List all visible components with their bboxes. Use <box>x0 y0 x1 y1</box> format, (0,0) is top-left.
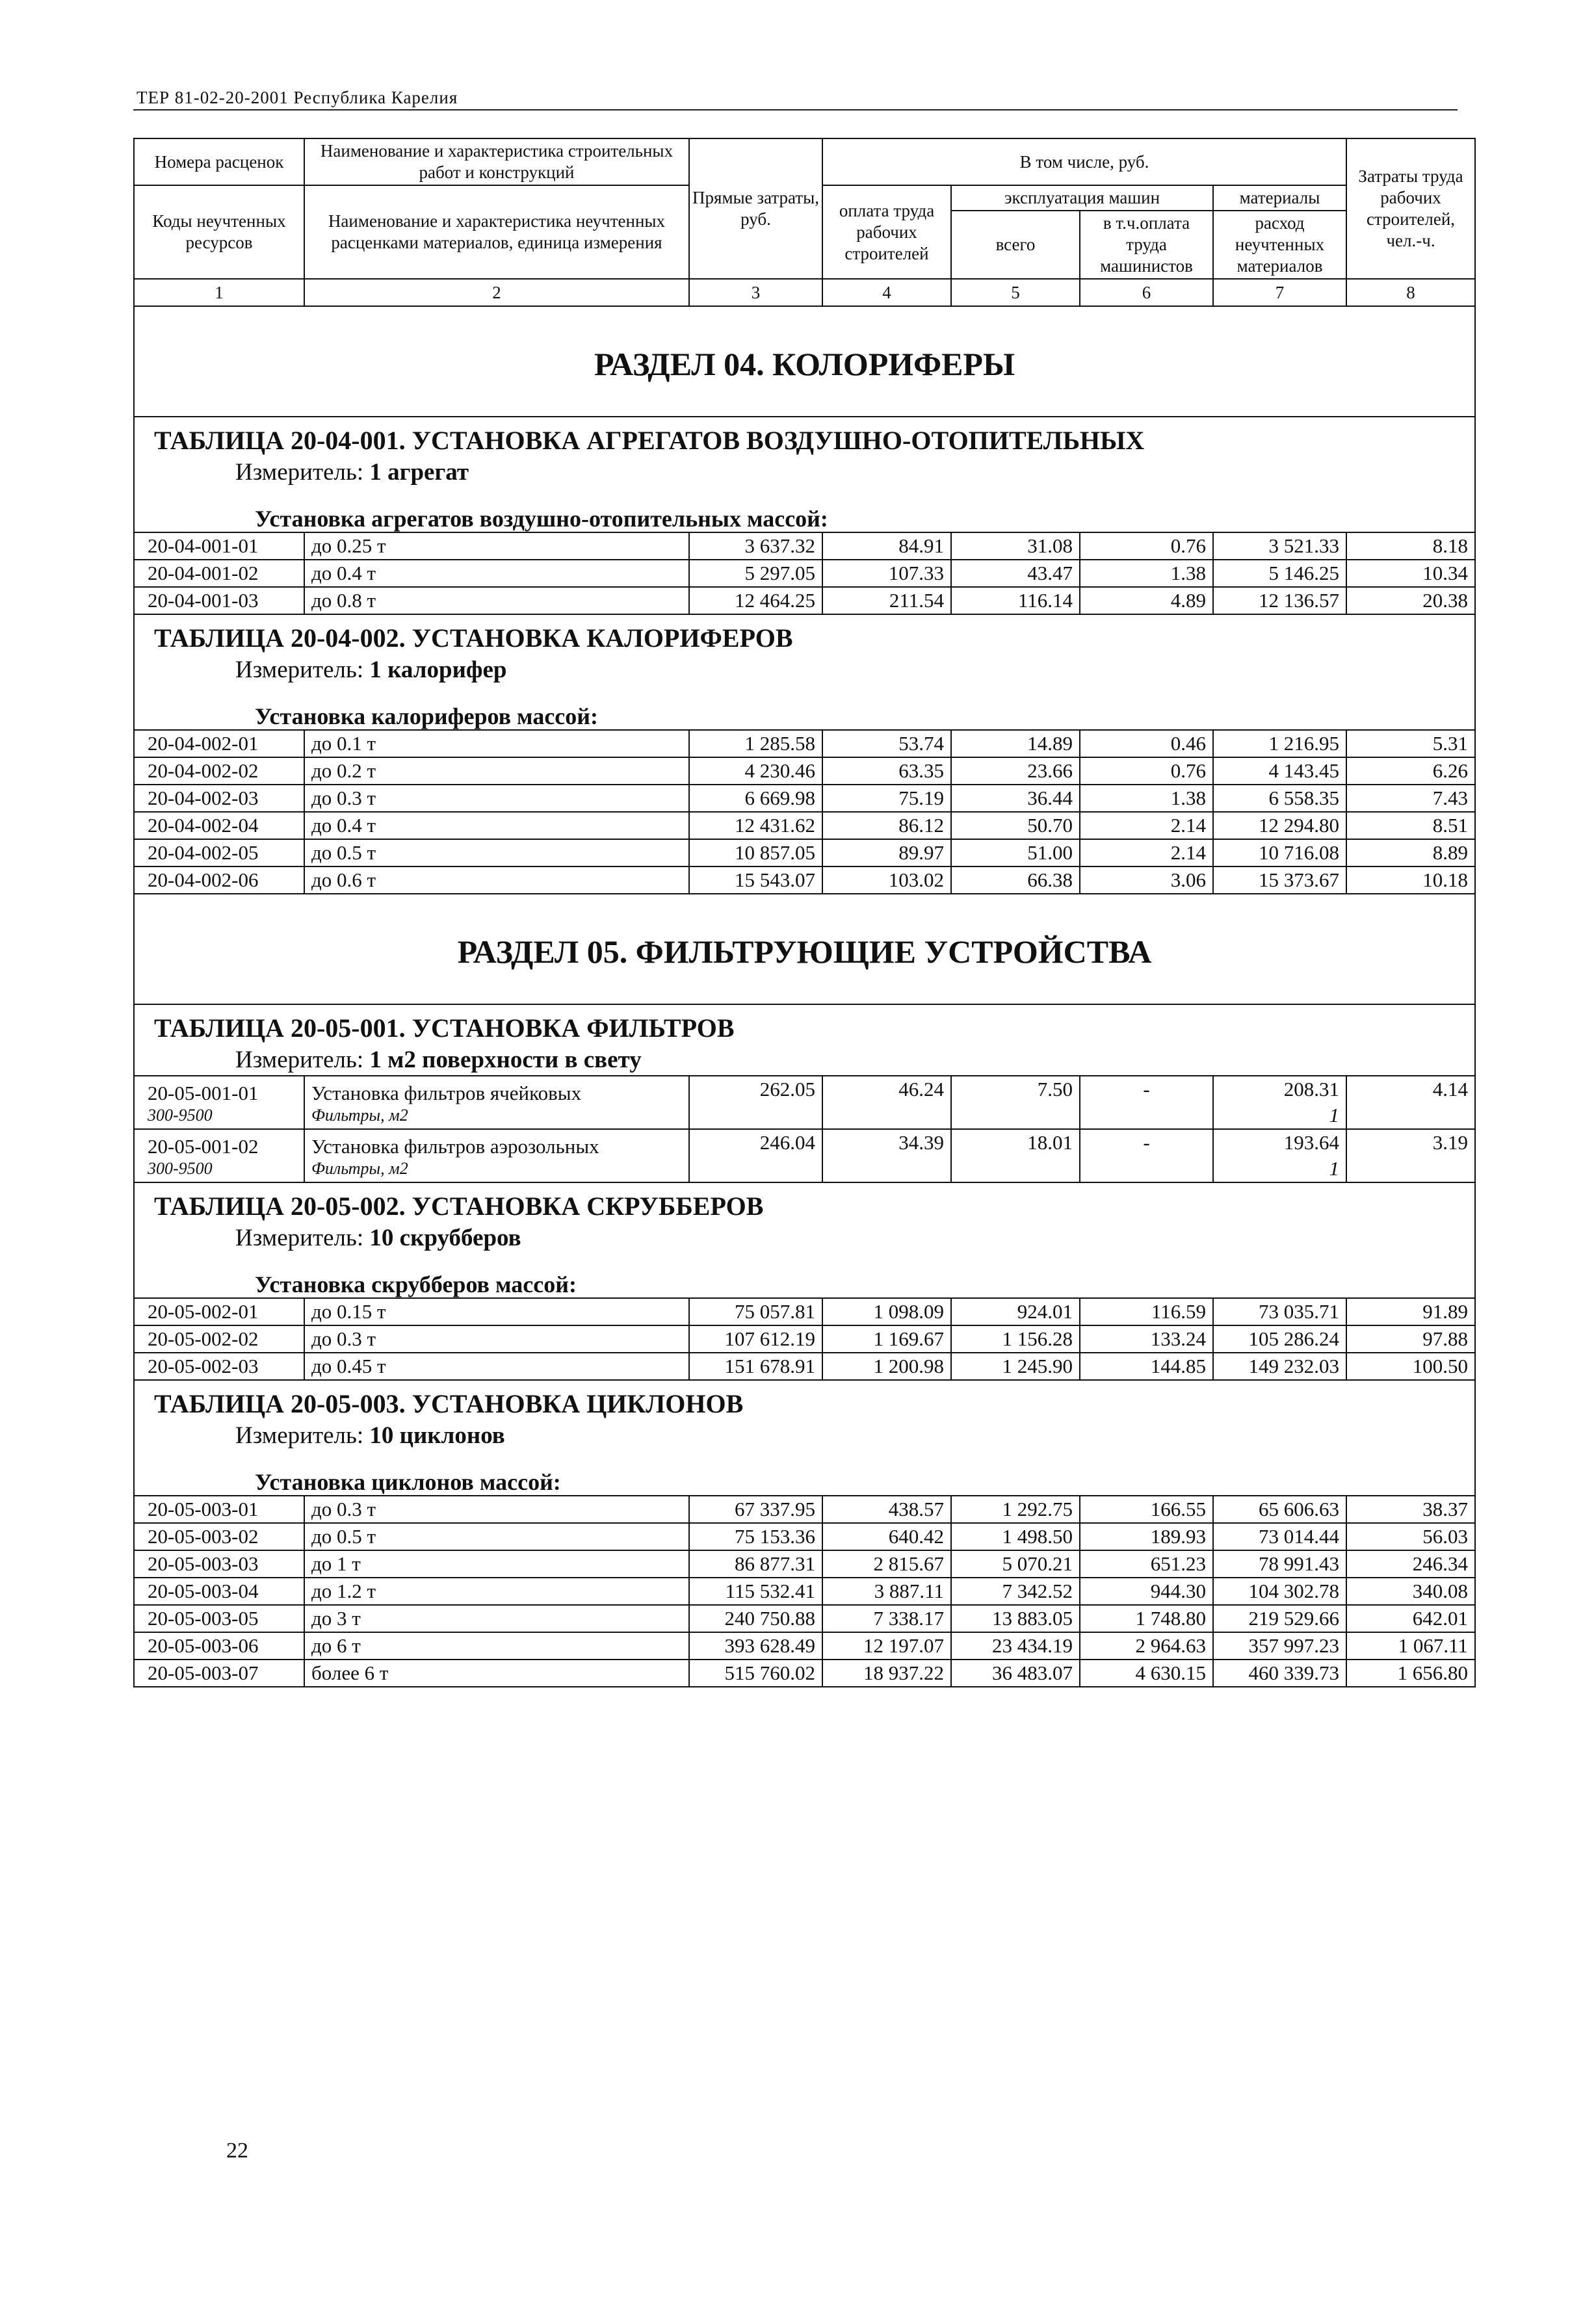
cell-materials: 105 286.24 <box>1213 1325 1346 1353</box>
cell-wages: 84.91 <box>822 532 951 560</box>
materials-qty: 1 <box>1329 1157 1340 1180</box>
cell-machines-total: 18.01 <box>951 1129 1080 1182</box>
table-block <box>134 1004 1475 1076</box>
name-text: Установка фильтров аэрозольных <box>311 1135 599 1158</box>
cell-labor-hours: 56.03 <box>1346 1523 1475 1550</box>
cell-name: до 0.3 т <box>304 1325 689 1353</box>
cell-materials: 73 035.71 <box>1213 1298 1346 1325</box>
col-number: 2 <box>304 279 689 306</box>
cell-code: 20-04-002-05 <box>134 839 304 866</box>
cell-labor-hours: 6.26 <box>1346 757 1475 785</box>
cell-code: 20-05-003-04 <box>134 1578 304 1605</box>
table-row <box>134 785 1475 812</box>
cell-labor-hours: 340.08 <box>1346 1578 1475 1605</box>
cell-machinist-wages: 2.14 <box>1080 812 1213 839</box>
cell-name: до 0.1 т <box>304 730 689 757</box>
cell-machinist-wages: 651.23 <box>1080 1550 1213 1578</box>
cell-labor-hours: 246.34 <box>1346 1550 1475 1578</box>
page-number: 22 <box>226 2139 248 2163</box>
col-number: 1 <box>134 279 304 306</box>
cell-name: до 6 т <box>304 1632 689 1660</box>
cell-labor-hours: 1 656.80 <box>1346 1660 1475 1687</box>
cell-name: до 0.8 т <box>304 587 689 614</box>
cell-labor-hours: 4.14 <box>1346 1076 1475 1129</box>
cell-machines-total: 36.44 <box>951 785 1080 812</box>
cell-labor-hours: 97.88 <box>1346 1325 1475 1353</box>
group-title: Установка агрегатов воздушно-отопительных массой: <box>255 506 828 532</box>
table-row <box>134 866 1475 894</box>
cell-wages: 12 197.07 <box>822 1632 951 1660</box>
cell-machines-total: 23.66 <box>951 757 1080 785</box>
cell-code: 20-05-003-07 <box>134 1660 304 1687</box>
cell-code: 20-05-002-01 <box>134 1298 304 1325</box>
table-title: ТАБЛИЦА 20-05-003. УСТАНОВКА ЦИКЛОНОВ <box>154 1389 744 1418</box>
table-row <box>134 839 1475 866</box>
cell-name: до 0.4 т <box>304 812 689 839</box>
measure-value: 1 м2 поверхности в свету <box>369 1047 642 1073</box>
materials-header: материалы <box>1213 185 1346 211</box>
cell-name: до 0.45 т <box>304 1353 689 1380</box>
table-title: ТАБЛИЦА 20-05-001. УСТАНОВКА ФИЛЬТРОВ <box>154 1013 735 1043</box>
cell-labor-hours: 38.37 <box>1346 1496 1475 1523</box>
cell-machines-total: 50.70 <box>951 812 1080 839</box>
col7-header: расход неучтенных материалов <box>1213 211 1346 279</box>
cell-code <box>134 1076 304 1129</box>
cell-direct-cost: 3 637.32 <box>689 532 822 560</box>
cell-code: 20-04-002-06 <box>134 866 304 894</box>
cell-name: до 0.6 т <box>304 866 689 894</box>
table-row <box>134 1129 1475 1182</box>
cell-direct-cost: 393 628.49 <box>689 1632 822 1660</box>
cell-direct-cost: 67 337.95 <box>689 1496 822 1523</box>
measure-label: Измеритель: <box>235 1422 364 1449</box>
code-text: 20-05-001-02 <box>148 1135 259 1158</box>
cell-direct-cost: 5 297.05 <box>689 560 822 587</box>
table-row <box>134 1550 1475 1578</box>
cell-machinist-wages: 2.14 <box>1080 839 1213 866</box>
table-header-row <box>134 614 1475 730</box>
cell-labor-hours: 3.19 <box>1346 1129 1475 1182</box>
cell-machines-total: 14.89 <box>951 730 1080 757</box>
cell-labor-hours: 10.34 <box>1346 560 1475 587</box>
table-measure <box>135 1222 1474 1253</box>
cell-machinist-wages: - <box>1080 1129 1213 1182</box>
cell-machinist-wages: 166.55 <box>1080 1496 1213 1523</box>
cell-direct-cost: 515 760.02 <box>689 1660 822 1687</box>
col-number: 3 <box>689 279 822 306</box>
cell-materials: 65 606.63 <box>1213 1496 1346 1523</box>
cell-machinist-wages: 2 964.63 <box>1080 1632 1213 1660</box>
cell-machines-total: 36 483.07 <box>951 1660 1080 1687</box>
cell-materials: 104 302.78 <box>1213 1578 1346 1605</box>
header-row-1 <box>134 138 1475 185</box>
cell-machinist-wages: 0.46 <box>1080 730 1213 757</box>
cell-code: 20-05-003-05 <box>134 1605 304 1632</box>
table-measure <box>135 1420 1474 1451</box>
table-row <box>134 1660 1475 1687</box>
cell-machines-total: 1 156.28 <box>951 1325 1080 1353</box>
table-row <box>134 1325 1475 1353</box>
cell-labor-hours: 8.51 <box>1346 812 1475 839</box>
resource-code: 300-9500 <box>148 1106 213 1125</box>
cell-machines-total: 43.47 <box>951 560 1080 587</box>
name-text: Установка фильтров ячейковых <box>311 1082 582 1104</box>
cell-wages: 34.39 <box>822 1129 951 1182</box>
col2-top-header: Наименование и характеристика строительных работ и конструкций <box>304 138 689 185</box>
measure-label: Измеритель: <box>235 657 364 683</box>
cell-machinist-wages: 1 748.80 <box>1080 1605 1213 1632</box>
cell-machines-total: 5 070.21 <box>951 1550 1080 1578</box>
cell-direct-cost: 75 057.81 <box>689 1298 822 1325</box>
cell-wages: 2 815.67 <box>822 1550 951 1578</box>
cell-materials: 1 216.95 <box>1213 730 1346 757</box>
table-block <box>134 614 1475 730</box>
table-row <box>134 1353 1475 1380</box>
measure-value: 10 циклонов <box>369 1422 505 1449</box>
price-table <box>133 138 1476 1687</box>
cell-machines-total: 13 883.05 <box>951 1605 1080 1632</box>
table-row <box>134 532 1475 560</box>
cell-machinist-wages: 189.93 <box>1080 1523 1213 1550</box>
cell-wages: 1 169.67 <box>822 1325 951 1353</box>
cell-wages: 46.24 <box>822 1076 951 1129</box>
cell-name: до 0.3 т <box>304 1496 689 1523</box>
cell-code: 20-04-002-02 <box>134 757 304 785</box>
cell-wages: 63.35 <box>822 757 951 785</box>
cell-code: 20-04-002-01 <box>134 730 304 757</box>
cell-materials: 6 558.35 <box>1213 785 1346 812</box>
table-title: ТАБЛИЦА 20-04-001. УСТАНОВКА АГРЕГАТОВ ВОЗДУШНО-ОТОПИТЕЛЬНЫХ <box>154 426 1145 455</box>
table-row <box>134 1605 1475 1632</box>
cell-code: 20-05-003-01 <box>134 1496 304 1523</box>
table-row <box>134 1496 1475 1523</box>
cell-direct-cost: 151 678.91 <box>689 1353 822 1380</box>
cell-machinist-wages: 944.30 <box>1080 1578 1213 1605</box>
cell-wages: 211.54 <box>822 587 951 614</box>
materials-value: 208.31 <box>1283 1078 1340 1100</box>
cell-name: до 0.5 т <box>304 839 689 866</box>
group-title: Установка калориферов массой: <box>255 703 599 729</box>
materials-qty: 1 <box>1329 1104 1340 1126</box>
cell-materials: 219 529.66 <box>1213 1605 1346 1632</box>
cell-direct-cost: 115 532.41 <box>689 1578 822 1605</box>
cell-name: до 0.15 т <box>304 1298 689 1325</box>
col8-header: Затраты труда рабочих строителей, чел.-ч. <box>1346 138 1475 279</box>
cell-wages: 1 200.98 <box>822 1353 951 1380</box>
col-number: 5 <box>951 279 1080 306</box>
cell-name <box>304 1076 689 1129</box>
table-header-row <box>134 1182 1475 1298</box>
cell-code: 20-04-001-03 <box>134 587 304 614</box>
table-row <box>134 1523 1475 1550</box>
cell-labor-hours: 7.43 <box>1346 785 1475 812</box>
cell-materials: 3 521.33 <box>1213 532 1346 560</box>
table-row <box>134 730 1475 757</box>
page-header: ТЕР 81-02-20-2001 Республика Карелия <box>137 88 458 107</box>
cell-direct-cost: 15 543.07 <box>689 866 822 894</box>
cell-materials: 4 143.45 <box>1213 757 1346 785</box>
cell-name: до 3 т <box>304 1605 689 1632</box>
cell-labor-hours: 1 067.11 <box>1346 1632 1475 1660</box>
cell-machines-total: 1 245.90 <box>951 1353 1080 1380</box>
table-row <box>134 812 1475 839</box>
col-number: 6 <box>1080 279 1213 306</box>
cell-code: 20-05-002-02 <box>134 1325 304 1353</box>
cell-machinist-wages: - <box>1080 1076 1213 1129</box>
cell-wages: 7 338.17 <box>822 1605 951 1632</box>
cell-wages: 1 098.09 <box>822 1298 951 1325</box>
col6-header: в т.ч.оплата труда машинистов <box>1080 211 1213 279</box>
col1-top-header: Номера расценок <box>134 138 304 185</box>
cell-materials: 460 339.73 <box>1213 1660 1346 1687</box>
cell-code: 20-04-001-01 <box>134 532 304 560</box>
col3-header: Прямые затраты, руб. <box>689 138 822 279</box>
table-row <box>134 587 1475 614</box>
cell-machines-total: 7 342.52 <box>951 1578 1080 1605</box>
cell-wages: 640.42 <box>822 1523 951 1550</box>
col5-header: всего <box>951 211 1080 279</box>
section-row <box>134 306 1475 417</box>
table-row <box>134 757 1475 785</box>
cell-wages: 107.33 <box>822 560 951 587</box>
measure-value: 1 агрегат <box>369 459 469 486</box>
table-block <box>134 417 1475 532</box>
cell-code: 20-04-001-02 <box>134 560 304 587</box>
cell-machines-total: 51.00 <box>951 839 1080 866</box>
col1-bottom-header: Коды неучтенных ресурсов <box>134 185 304 279</box>
group-title: Установка скрубберов массой: <box>255 1271 577 1297</box>
measure-value: 10 скрубберов <box>369 1225 521 1251</box>
cell-materials: 357 997.23 <box>1213 1632 1346 1660</box>
cell-machinist-wages: 0.76 <box>1080 757 1213 785</box>
cell-materials: 149 232.03 <box>1213 1353 1346 1380</box>
col-number: 4 <box>822 279 951 306</box>
cell-machines-total: 23 434.19 <box>951 1632 1080 1660</box>
cell-name: до 0.4 т <box>304 560 689 587</box>
cell-direct-cost: 262.05 <box>689 1076 822 1129</box>
cell-direct-cost: 6 669.98 <box>689 785 822 812</box>
code-text: 20-05-001-01 <box>148 1082 259 1104</box>
group-header: В том числе, руб. <box>822 138 1346 185</box>
cell-wages: 86.12 <box>822 812 951 839</box>
cell-name: до 0.2 т <box>304 757 689 785</box>
measure-label: Измеритель: <box>235 1047 364 1073</box>
cell-materials: 10 716.08 <box>1213 839 1346 866</box>
cell-direct-cost: 4 230.46 <box>689 757 822 785</box>
cell-materials: 73 014.44 <box>1213 1523 1346 1550</box>
cell-name: более 6 т <box>304 1660 689 1687</box>
cell-machinist-wages: 144.85 <box>1080 1353 1213 1380</box>
cell-machines-total: 7.50 <box>951 1076 1080 1129</box>
cell-machines-total: 924.01 <box>951 1298 1080 1325</box>
cell-machinist-wages: 133.24 <box>1080 1325 1213 1353</box>
cell-name: до 0.25 т <box>304 532 689 560</box>
machines-header: эксплуатация машин <box>951 185 1213 211</box>
section-title: РАЗДЕЛ 05. ФИЛЬТРУЮЩИЕ УСТРОЙСТВА <box>134 894 1475 1004</box>
table-row <box>134 1076 1475 1129</box>
cell-machines-total: 31.08 <box>951 532 1080 560</box>
section-row <box>134 894 1475 1004</box>
resource-code: 300-9500 <box>148 1159 213 1178</box>
cell-labor-hours: 8.18 <box>1346 532 1475 560</box>
cell-labor-hours: 8.89 <box>1346 839 1475 866</box>
table-row <box>134 1298 1475 1325</box>
cell-wages: 18 937.22 <box>822 1660 951 1687</box>
cell-code <box>134 1129 304 1182</box>
col2-bottom-header: Наименование и характеристика неучтенных расценками материалов, единица измерения <box>304 185 689 279</box>
cell-direct-cost: 75 153.36 <box>689 1523 822 1550</box>
cell-name: до 1 т <box>304 1550 689 1578</box>
section-title: РАЗДЕЛ 04. КОЛОРИФЕРЫ <box>134 306 1475 417</box>
cell-materials <box>1213 1129 1346 1182</box>
group-title: Установка циклонов массой: <box>255 1469 561 1495</box>
cell-machinist-wages: 4 630.15 <box>1080 1660 1213 1687</box>
cell-wages: 53.74 <box>822 730 951 757</box>
cell-code: 20-05-003-02 <box>134 1523 304 1550</box>
cell-machinist-wages: 0.76 <box>1080 532 1213 560</box>
table-title: ТАБЛИЦА 20-05-002. УСТАНОВКА СКРУББЕРОВ <box>154 1192 764 1221</box>
cell-machines-total: 66.38 <box>951 866 1080 894</box>
cell-code: 20-04-002-04 <box>134 812 304 839</box>
cell-materials: 15 373.67 <box>1213 866 1346 894</box>
cell-wages: 89.97 <box>822 839 951 866</box>
cell-labor-hours: 20.38 <box>1346 587 1475 614</box>
table-header-row <box>134 1380 1475 1496</box>
cell-materials: 5 146.25 <box>1213 560 1346 587</box>
cell-machinist-wages: 1.38 <box>1080 785 1213 812</box>
cell-code: 20-05-002-03 <box>134 1353 304 1380</box>
table-header-row <box>134 1004 1475 1076</box>
col-number: 8 <box>1346 279 1475 306</box>
measure-label: Измеритель: <box>235 1225 364 1251</box>
cell-machines-total: 1 292.75 <box>951 1496 1080 1523</box>
cell-name: до 0.3 т <box>304 785 689 812</box>
cell-direct-cost: 107 612.19 <box>689 1325 822 1353</box>
table-block <box>134 1380 1475 1496</box>
materials-value: 193.64 <box>1283 1131 1340 1154</box>
cell-name: до 0.5 т <box>304 1523 689 1550</box>
cell-labor-hours: 5.31 <box>1346 730 1475 757</box>
material-name: Фильтры, м2 <box>311 1159 408 1178</box>
cell-name: до 1.2 т <box>304 1578 689 1605</box>
cell-labor-hours: 91.89 <box>1346 1298 1475 1325</box>
table-row <box>134 560 1475 587</box>
table-measure <box>135 1044 1474 1075</box>
cell-direct-cost: 10 857.05 <box>689 839 822 866</box>
measure-value: 1 калорифер <box>369 657 507 683</box>
cell-machinist-wages: 116.59 <box>1080 1298 1213 1325</box>
cell-wages: 75.19 <box>822 785 951 812</box>
measure-label: Измеритель: <box>235 459 364 486</box>
cell-machinist-wages: 1.38 <box>1080 560 1213 587</box>
cell-materials: 12 136.57 <box>1213 587 1346 614</box>
cell-labor-hours: 642.01 <box>1346 1605 1475 1632</box>
cell-machines-total: 1 498.50 <box>951 1523 1080 1550</box>
table-measure <box>135 654 1474 685</box>
cell-machinist-wages: 4.89 <box>1080 587 1213 614</box>
cell-labor-hours: 100.50 <box>1346 1353 1475 1380</box>
cell-direct-cost: 246.04 <box>689 1129 822 1182</box>
cell-wages: 103.02 <box>822 866 951 894</box>
cell-wages: 3 887.11 <box>822 1578 951 1605</box>
cell-direct-cost: 86 877.31 <box>689 1550 822 1578</box>
cell-labor-hours: 10.18 <box>1346 866 1475 894</box>
cell-code: 20-05-003-03 <box>134 1550 304 1578</box>
cell-direct-cost: 12 431.62 <box>689 812 822 839</box>
table-row <box>134 1632 1475 1660</box>
cell-materials <box>1213 1076 1346 1129</box>
material-name: Фильтры, м2 <box>311 1106 408 1125</box>
table-header-row <box>134 417 1475 532</box>
column-numbers-row <box>134 279 1475 306</box>
table-measure <box>135 456 1474 488</box>
cell-direct-cost: 1 285.58 <box>689 730 822 757</box>
cell-materials: 12 294.80 <box>1213 812 1346 839</box>
table-title: ТАБЛИЦА 20-04-002. УСТАНОВКА КАЛОРИФЕРОВ <box>154 623 793 653</box>
header-rule <box>133 109 1458 111</box>
cell-code: 20-04-002-03 <box>134 785 304 812</box>
cell-direct-cost: 12 464.25 <box>689 587 822 614</box>
col-number: 7 <box>1213 279 1346 306</box>
col4-header: оплата труда рабочих строителей <box>822 185 951 279</box>
table-block <box>134 1182 1475 1298</box>
cell-machines-total: 116.14 <box>951 587 1080 614</box>
cell-code: 20-05-003-06 <box>134 1632 304 1660</box>
table-row <box>134 1578 1475 1605</box>
cell-direct-cost: 240 750.88 <box>689 1605 822 1632</box>
cell-materials: 78 991.43 <box>1213 1550 1346 1578</box>
cell-name <box>304 1129 689 1182</box>
cell-machinist-wages: 3.06 <box>1080 866 1213 894</box>
cell-wages: 438.57 <box>822 1496 951 1523</box>
